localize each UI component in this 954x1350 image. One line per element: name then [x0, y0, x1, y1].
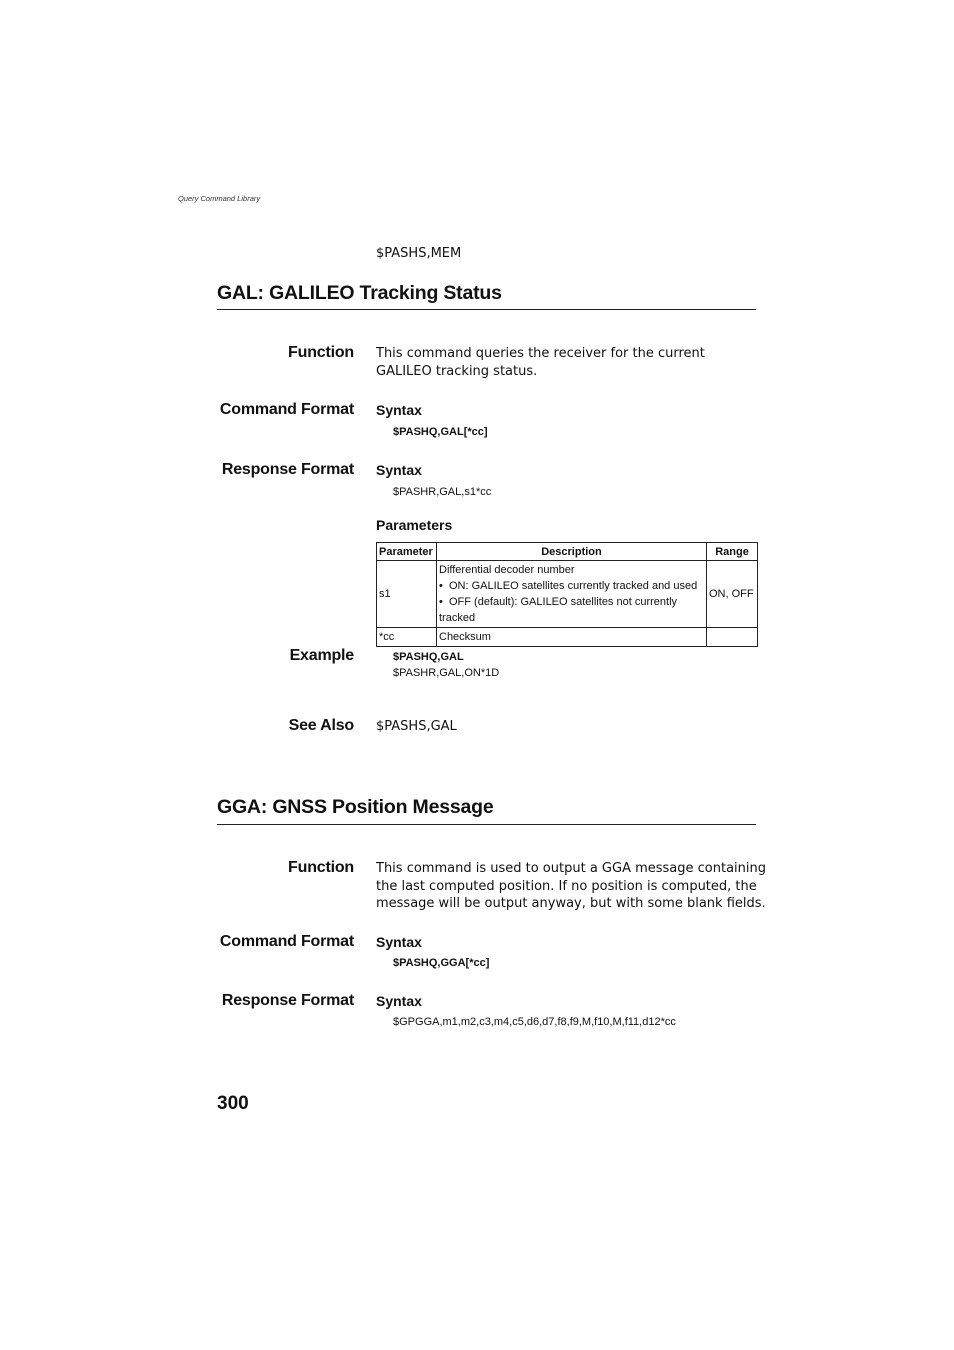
response-format-label: Response Format — [221, 992, 354, 1009]
example-command: $PASHQ,GAL — [393, 651, 464, 663]
previous-see-also-item: $PASHS,MEM — [376, 246, 462, 261]
description-bullet-line — [439, 594, 704, 626]
section-divider — [217, 309, 756, 310]
description-bullet-line — [439, 578, 704, 594]
function-description: This command queries the receiver for the current GALILEO tracking status. — [376, 346, 705, 379]
section-title-gga: GGA: GNSS Position Message — [217, 796, 494, 818]
cell-range — [707, 628, 758, 647]
command-format-label: Command Format — [219, 933, 354, 950]
table-row — [377, 561, 758, 628]
function-line: the last computed position. If no position is computed, the — [376, 879, 757, 894]
parameters-table — [376, 542, 758, 647]
description-bullet-text: ON: GALILEO satellites currently tracked and used — [448, 580, 698, 592]
column-header-parameter: Parameter — [377, 543, 437, 561]
parameters-label: Parameters — [376, 517, 453, 533]
response-syntax-label: Syntax — [376, 462, 422, 478]
table-row — [377, 628, 758, 647]
command-syntax-label: Syntax — [376, 934, 422, 950]
function-line: message will be output anyway, but with some blank fields. — [376, 896, 766, 911]
command-syntax: $PASHQ,GAL[*cc] — [393, 426, 488, 438]
column-header-range: Range — [707, 543, 758, 561]
bullet-icon: • — [439, 596, 443, 608]
command-syntax-label: Syntax — [376, 402, 422, 418]
table-header-row — [377, 543, 758, 561]
response-format-label: Response Format — [221, 461, 354, 478]
description-line: Differential decoder number — [439, 564, 575, 576]
command-syntax: $PASHQ,GGA[*cc] — [393, 957, 490, 969]
running-header: Query Command Library — [178, 194, 261, 203]
description-bullet-text: OFF (default): GALILEO satellites not currently tracked — [439, 596, 678, 624]
page-number: 300 — [217, 1093, 249, 1114]
response-syntax: $GPGGA,m1,m2,c3,m4,c5,d6,d7,f8,f9,M,f10,M,f11,d12*cc — [393, 1016, 676, 1028]
response-syntax: $PASHR,GAL,s1*cc — [393, 486, 492, 498]
function-label: Function — [288, 859, 354, 876]
section-title-gal: GAL: GALILEO Tracking Status — [217, 282, 502, 304]
function-label: Function — [288, 344, 354, 361]
response-syntax-label: Syntax — [376, 993, 422, 1009]
command-format-label: Command Format — [219, 401, 354, 418]
cell-parameter: s1 — [377, 561, 437, 628]
cell-parameter: *cc — [377, 628, 437, 647]
see-also-label: See Also — [288, 717, 354, 734]
see-also-item: $PASHS,GAL — [376, 719, 457, 734]
column-header-description: Description — [437, 543, 707, 561]
bullet-icon: • — [439, 580, 443, 592]
example-response: $PASHR,GAL,ON*1D — [393, 667, 500, 679]
section-divider — [217, 824, 756, 825]
cell-description — [437, 561, 707, 628]
example-label: Example — [289, 647, 354, 664]
cell-description: Checksum — [437, 628, 707, 647]
cell-range: ON, OFF — [707, 561, 758, 628]
function-line: This command is used to output a GGA message containing — [376, 861, 767, 876]
